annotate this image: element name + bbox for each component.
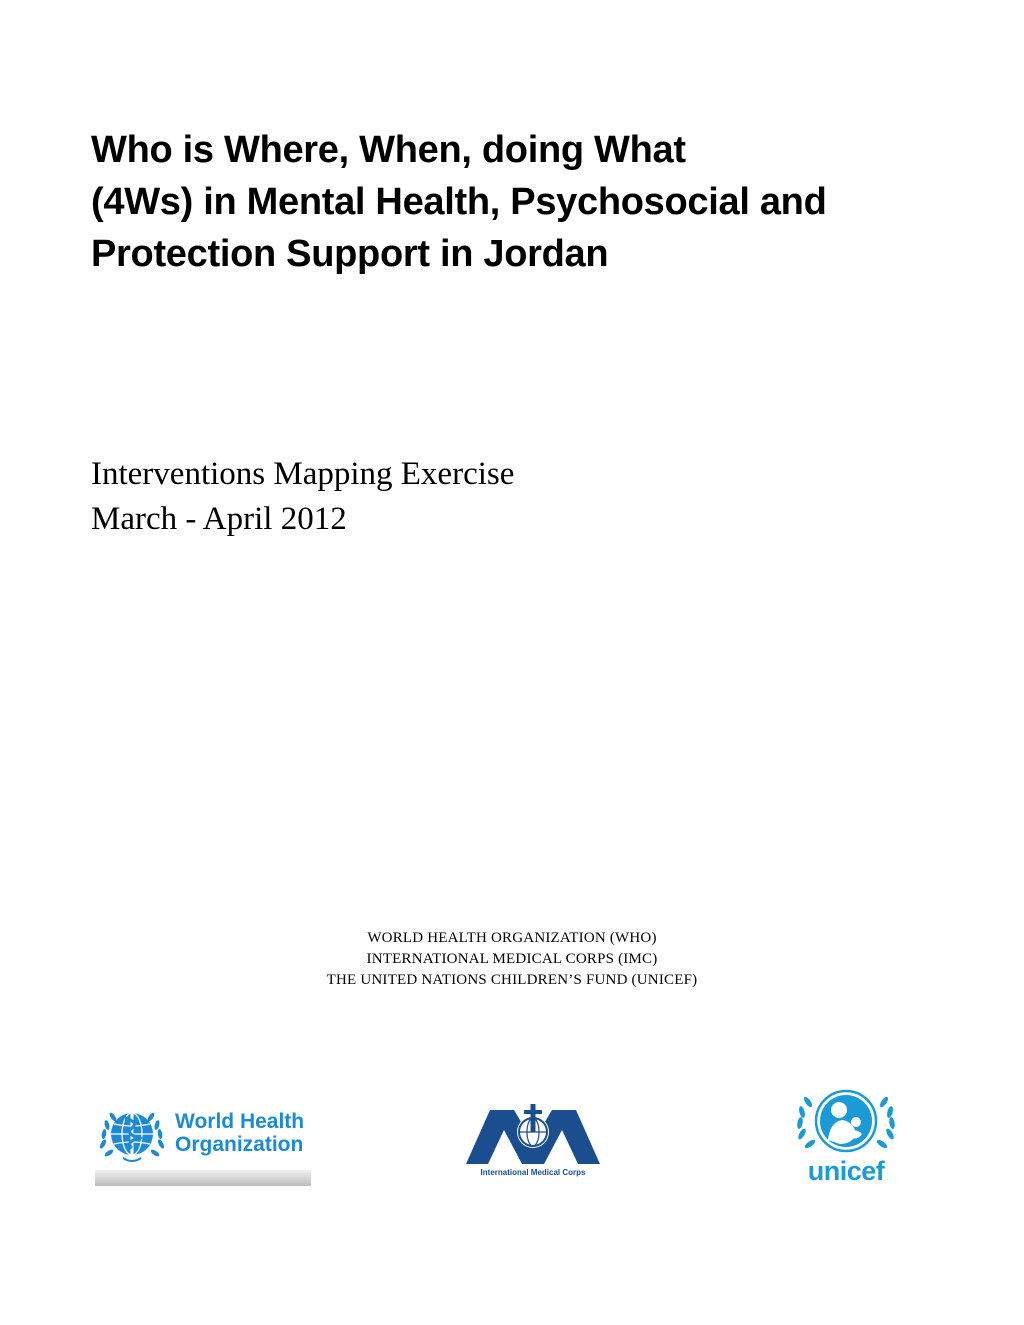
- who-wordmark-line-2: Organization: [175, 1133, 304, 1156]
- unicef-emblem-icon: [790, 1088, 902, 1158]
- document-title: [91, 124, 911, 280]
- subtitle-date: March - April 2012: [91, 501, 347, 537]
- who-logo: [95, 1100, 315, 1192]
- imc-logo: [462, 1102, 604, 1188]
- imc-caption: International Medical Corps: [480, 1168, 586, 1177]
- document-subtitle: [91, 452, 514, 542]
- title-line-2: (4Ws) in Mental Health, Psychosocial and: [91, 181, 827, 223]
- organization-who: WORLD HEALTH ORGANIZATION (WHO): [367, 930, 657, 946]
- organizations-list: [0, 928, 1024, 991]
- title-line-3: Protection Support in Jordan: [91, 233, 609, 275]
- who-wordmark-line-1: World Health: [175, 1110, 305, 1133]
- imc-emblem-icon: [462, 1102, 604, 1168]
- subtitle-line-1: Interventions Mapping Exercise: [91, 456, 515, 492]
- who-logo-underline: [95, 1170, 311, 1186]
- who-emblem-icon: [95, 1104, 169, 1168]
- organization-unicef: THE UNITED NATIONS CHILDREN’S FUND (UNICEF): [326, 972, 698, 988]
- organization-imc: INTERNATIONAL MEDICAL CORPS (IMC): [366, 951, 658, 967]
- who-wordmark: [175, 1110, 304, 1156]
- title-line-1: Who is Where, When, doing What: [91, 129, 686, 171]
- unicef-logo: [790, 1088, 902, 1188]
- unicef-wordmark: unicef: [807, 1156, 885, 1186]
